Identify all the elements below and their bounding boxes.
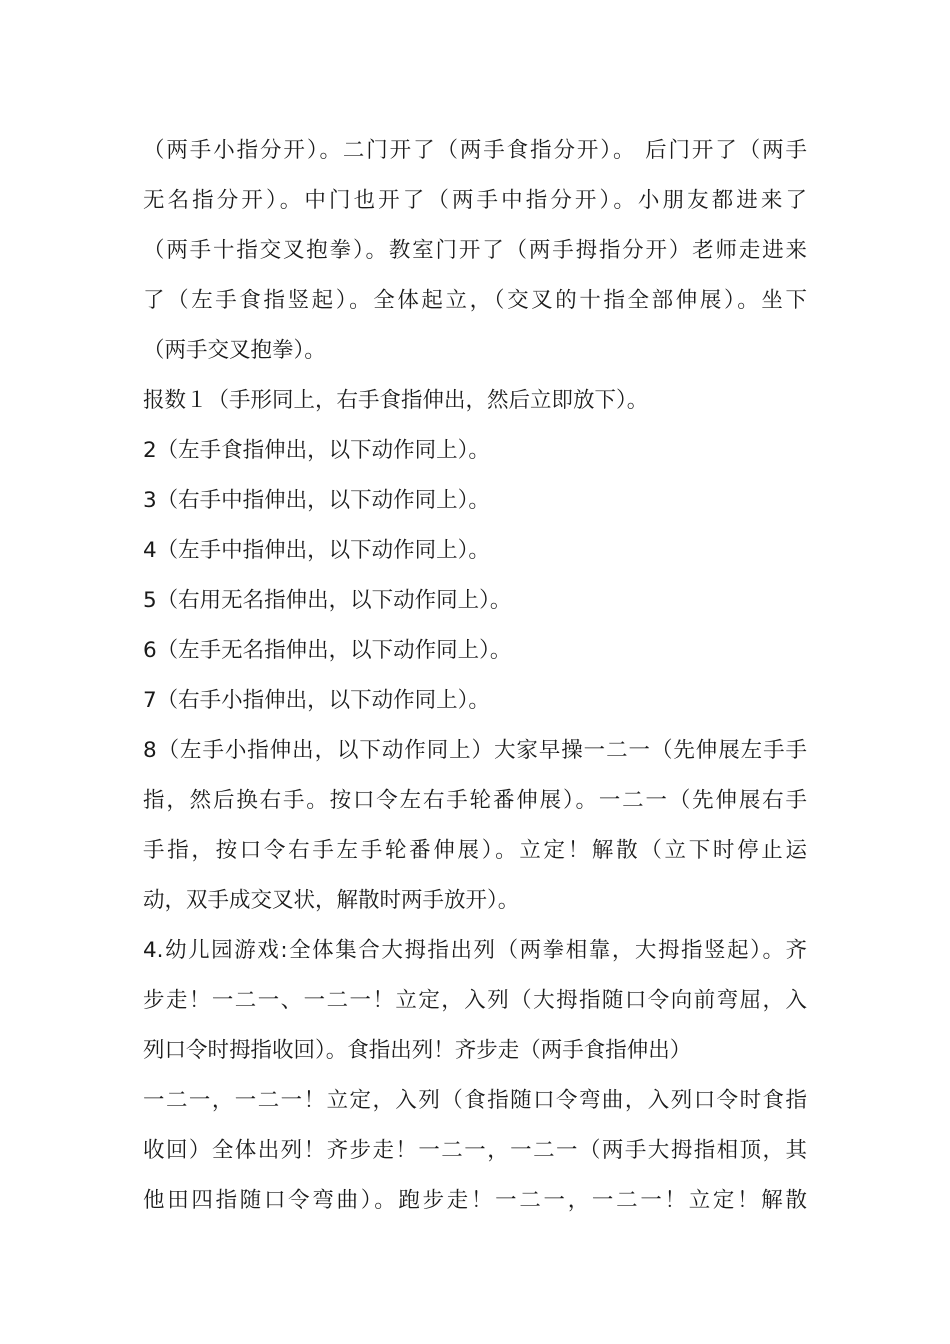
paragraph-count-6 [143,626,807,676]
paragraph-count-8-exercise [143,726,807,926]
paragraph-count-2 [143,426,807,476]
text-line: 4（左手中指伸出，以下动作同上）。 [143,538,490,563]
text-line: 他田四指随口令弯曲）。跑步走！一二一，一二一！立定！解散 [143,1188,807,1213]
text-line: 3（右手中指伸出，以下动作同上）。 [143,488,490,513]
document-body [143,126,807,1226]
paragraph-kindergarten-game [143,926,807,1076]
text-line: 步走！一二一、一二一！立定，入列（大拇指随口令向前弯屈，入 [143,988,807,1013]
paragraph-game-continued [143,1076,807,1226]
text-line: （两手十指交叉抱拳）。教室门开了（两手拇指分开）老师走进来 [143,238,807,263]
paragraph-count-1 [143,376,807,426]
text-line: 了（左手食指竖起）。全体起立，（交叉的十指全部伸展）。坐下 [143,288,807,313]
text-line: （两手交叉抱拳）。 [143,338,326,363]
text-line: 一二一，一二一！立定，入列（食指随口令弯曲，入列口令时食指 [143,1088,807,1113]
text-line: 4.幼儿园游戏:全体集合大拇指出列（两拳相靠，大拇指竖起）。齐 [143,938,807,963]
text-line: 收回）全体出列！齐步走！一二一，一二一（两手大拇指相顶，其 [143,1138,807,1163]
text-line: （两手小指分开）。二门开了（两手食指分开）。 后门开了（两手 [143,138,807,163]
text-line: 7（右手小指伸出，以下动作同上）。 [143,688,490,713]
text-line: 指，然后换右手。按口令左右手轮番伸展）。一二一（先伸展右手 [143,788,807,813]
text-line: 8（左手小指伸出，以下动作同上）大家早操一二一（先伸展左手手 [143,738,807,763]
text-line: 无名指分开）。中门也开了（两手中指分开）。小朋友都进来了 [143,188,807,213]
text-line: 2（左手食指伸出，以下动作同上）。 [143,438,490,463]
text-line: 动，双手成交叉状，解散时两手放开）。 [143,888,520,913]
text-line: 列口令时拇指收回）。食指出列！齐步走（两手食指伸出） [143,1038,692,1063]
paragraph-count-5 [143,576,807,626]
paragraph-count-3 [143,476,807,526]
paragraph-count-7 [143,676,807,726]
paragraph-count-4 [143,526,807,576]
text-line: 5（右用无名指伸出，以下动作同上）。 [143,588,512,613]
paragraph-finger-play-intro [143,126,807,376]
text-line: 报数１（手形同上，右手食指伸出，然后立即放下）。 [143,388,649,413]
text-line: 6（左手无名指伸出，以下动作同上）。 [143,638,512,663]
text-line: 手指，按口令右手左手轮番伸展）。立定！解散（立下时停止运 [143,838,807,863]
